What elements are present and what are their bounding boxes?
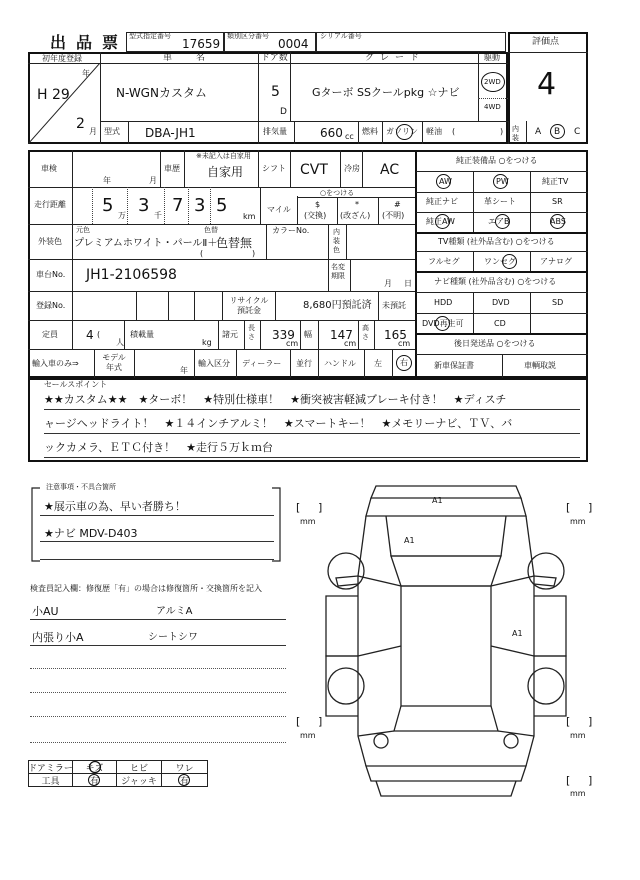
type-cert-label: 型式指定番号: [129, 32, 171, 40]
first-reg-label: 初年度登録: [42, 54, 82, 63]
drive-label: 駆動: [484, 53, 500, 62]
shift-value: CVT: [300, 162, 328, 178]
title-expiry-month: 月: [384, 279, 392, 288]
first-reg-year-unit: 年: [82, 69, 90, 78]
tire-bracket: ]: [588, 774, 593, 787]
aircon-label: 冷房: [344, 164, 360, 173]
model-year-unit: 年: [180, 366, 188, 375]
equip-aw-circle: [436, 174, 451, 189]
legend-table: [28, 760, 208, 788]
reg-label: 登録No.: [36, 301, 66, 310]
equip-genuine-aw: 純正AW: [426, 217, 455, 226]
height-value: 165: [384, 328, 407, 342]
tv-one: ワンセグ: [484, 257, 516, 266]
shaken-month-unit: 月: [149, 176, 157, 185]
color-no-label: カラーNo.: [272, 226, 310, 235]
displacement-label: 排気量: [263, 127, 287, 136]
repaint-paren-open: (: [200, 249, 204, 258]
mark-note: ○をつける: [320, 189, 355, 197]
navi-dvd-play-circle: [435, 316, 450, 331]
height-unit: cm: [398, 339, 411, 348]
equip-genuine-aw-circle: [435, 214, 450, 229]
fuel-value: ガソリン: [386, 127, 418, 136]
chassis-value: JH1-2106598: [86, 267, 177, 283]
equip-leather: 革シート: [484, 197, 516, 206]
later-warranty: 新車保証書: [434, 361, 474, 370]
sales-line: ★★カスタム★★ ★ターボ！ ★特別仕様車！ ★衝突被害軽減ブレーキ付き！ ★ディスチ: [44, 393, 507, 406]
import-label: 輸入車のみ⇒: [32, 359, 79, 368]
tire-bracket: [: [566, 501, 571, 514]
mileage-digit: 5: [216, 195, 228, 216]
exchange-symbol: $: [315, 200, 321, 209]
first-reg-month-unit: 月: [89, 127, 97, 136]
diesel-paren: (: [452, 127, 456, 136]
tire-bracket: [: [566, 715, 571, 728]
tire-unit: mm: [570, 517, 586, 526]
tire-bracket: [: [296, 715, 301, 728]
mileage-unit-man: 万: [118, 211, 126, 220]
repaint-value: 色替無: [216, 236, 253, 250]
aircon-value: AC: [380, 162, 400, 178]
mileage-digit: 3: [194, 195, 206, 216]
drive-2wd: 2WD: [484, 78, 501, 86]
tamper-label: (改ざん): [340, 211, 371, 220]
model-label: 型式: [104, 127, 120, 136]
tire-bracket: ]: [588, 715, 593, 728]
color-value: プレミアムホワイト・パールⅡ＋: [74, 238, 218, 249]
equip-tv: 純正TV: [542, 177, 569, 186]
later-title: 後日発送品 ○をつける: [454, 339, 536, 348]
capacity-unit: 人: [116, 338, 124, 347]
legend-jack-yes: 有: [161, 773, 208, 787]
equip-pw-circle: [493, 174, 508, 189]
car-diagram: [296, 476, 596, 816]
doors-label: ドア数: [261, 53, 288, 63]
car-name-label: 車名: [163, 53, 230, 63]
interior-a: A: [535, 127, 542, 137]
mileage-unit-km: km: [243, 212, 256, 221]
equip-abs: ABS: [550, 217, 566, 226]
title-expiry-label: 名変期限: [331, 263, 345, 280]
handle-label: ハンドル: [324, 359, 356, 368]
shaken-label: 車検: [41, 164, 57, 173]
legend-jack: ジャッキ: [116, 773, 162, 787]
repaint-label: 色替: [204, 226, 218, 234]
tire-unit: mm: [300, 517, 316, 526]
tv-analog: アナログ: [540, 257, 572, 266]
class-label: 類別区分番号: [227, 32, 269, 40]
legend-tool: 工具: [28, 773, 73, 787]
score-label: 評価点: [532, 37, 560, 47]
notes-label: 注意事項・不具合箇所: [46, 483, 116, 491]
left-label: 左: [374, 359, 382, 368]
unknown-label: (不明): [382, 211, 405, 220]
equipment-title: 純正装備品 ○をつける: [456, 156, 538, 165]
inspector-row-left: 小AU: [32, 605, 59, 618]
notes-frame: [28, 487, 284, 563]
mileage-digit: 7: [172, 195, 184, 216]
model-value: DBA-JH1: [145, 126, 196, 140]
damage-mark: A1: [512, 629, 523, 638]
interior-c: C: [574, 127, 581, 137]
score-value: 4: [537, 67, 557, 102]
type-cert-value: 17659: [182, 37, 221, 51]
notes-line: ★展示車の為、早い者勝ち！: [44, 500, 186, 513]
length-unit: cm: [286, 339, 299, 348]
car-name-value: N-WGNカスタム: [116, 86, 207, 100]
tire-bracket: ]: [318, 715, 323, 728]
repaint-paren-close: ): [252, 249, 256, 258]
legend-tool-yes: 有: [72, 773, 117, 787]
interior-b: B: [554, 127, 561, 137]
diesel-label: 軽油: [426, 127, 442, 136]
tamper-symbol: *: [355, 200, 359, 209]
equip-aw: AW: [439, 177, 452, 186]
exchange-label: (交換): [304, 211, 327, 220]
tire-unit: mm: [570, 731, 586, 740]
legend-break: ワレ: [161, 760, 208, 774]
history-value: 自家用: [207, 165, 244, 179]
mileage-digit: 5: [102, 195, 114, 216]
recycle-status: 未預託: [382, 301, 406, 310]
equip-abs-circle: [550, 214, 565, 229]
equip-pw: PW: [496, 177, 509, 186]
first-reg-month: 2: [76, 116, 85, 132]
parallel-label: 並行: [296, 359, 312, 368]
legend-tool-circle: [88, 774, 100, 786]
width-value: 147: [330, 328, 353, 342]
navi-dvd: DVD: [492, 298, 510, 307]
legend-crack: ヒビ: [116, 760, 162, 774]
shift-label: シフト: [262, 164, 286, 173]
tire-bracket: [: [566, 774, 571, 787]
tv-full: フルセグ: [428, 257, 460, 266]
tire-unit: mm: [570, 789, 586, 798]
model-year-label: モデル年式: [102, 353, 126, 372]
navi-cd: CD: [494, 319, 506, 328]
orig-color-label: 元色: [76, 226, 90, 234]
inspector-label: 検査員記入欄：修復歴「有」の場合は修復箇所・交換箇所を記入: [30, 584, 262, 593]
fuel-circle: [396, 124, 413, 140]
equipment-panel: [416, 150, 588, 378]
mileage-label: 走行距離: [34, 200, 66, 209]
class-value: 0004: [278, 37, 309, 51]
grade-label: グレード: [365, 53, 426, 63]
tire-unit: mm: [300, 731, 316, 740]
displacement-value: 660: [320, 126, 343, 140]
tv-title: TV種類 (社外品含む) ○をつける: [438, 237, 555, 246]
form-header: [28, 32, 588, 54]
chassis-label: 車台No.: [36, 270, 66, 279]
load-label: 積載量: [130, 330, 154, 339]
doors-suffix: D: [280, 107, 287, 117]
serial-label: シリアル番号: [320, 32, 362, 40]
body-label: 諸元: [222, 330, 238, 339]
inspector-row-right: アルミA: [156, 606, 193, 617]
doors-value: 5: [271, 84, 280, 100]
width-unit: cm: [344, 339, 357, 348]
mileage-digits: [72, 187, 260, 224]
drive-4wd: 4WD: [484, 103, 501, 111]
grade-value: Gターボ SSクールpkg ☆ナビ: [312, 86, 460, 99]
navi-hdd: HDD: [434, 298, 453, 307]
interior-label: 内装: [512, 125, 519, 142]
capacity-label: 定員: [42, 330, 58, 339]
capacity-value: 4: [86, 328, 94, 342]
legend-scratch: キズ: [72, 760, 117, 774]
tire-bracket: ]: [318, 501, 323, 514]
notes-line: ★ナビ MDV-D403: [44, 527, 138, 540]
tire-bracket: ]: [588, 501, 593, 514]
tire-bracket: [: [296, 501, 301, 514]
mile-label: マイル: [267, 205, 291, 214]
displacement-unit: cc: [345, 132, 354, 141]
recycle-value: 8,680円預託済: [303, 300, 372, 311]
unknown-symbol: #: [394, 200, 401, 209]
mileage-unit-sen: 千: [154, 211, 162, 220]
later-manual: 車輌取説: [524, 361, 556, 370]
dealer-label: ディーラー: [242, 359, 282, 368]
legend-jack-circle: [178, 774, 190, 786]
navi-dvd-play: DVD再生可: [422, 319, 464, 328]
mileage-digit: 3: [138, 195, 150, 216]
inspector-row-left: 内張り小A: [32, 631, 84, 644]
equip-airbag-circle: [495, 214, 510, 229]
width-label: 幅: [304, 330, 312, 339]
legend-scratch-mark: [86, 760, 104, 774]
color-label: 外装色: [38, 237, 62, 246]
equip-airbag: エアB: [488, 217, 510, 226]
sales-point-label: セールスポイント: [44, 380, 108, 389]
first-reg-era: H 29: [37, 87, 70, 103]
inspector-row-right: シートシワ: [148, 632, 198, 643]
sales-line: ックカメラ、ＥＴＣ付き！ ★走行５万ｋｍ台: [44, 441, 273, 454]
damage-mark: A1: [432, 496, 443, 505]
history-note: ※未記入は自家用: [196, 152, 251, 160]
form-title: 出品票: [50, 33, 129, 52]
length-label: 長さ: [248, 324, 255, 341]
height-label: 高さ: [362, 324, 369, 341]
equip-sr: SR: [552, 197, 563, 206]
interior-color-label: 内装色: [333, 228, 340, 254]
load-unit: kg: [202, 338, 212, 347]
shaken-year-unit: 年: [103, 176, 111, 185]
history-label: 車歴: [164, 164, 180, 173]
navi-sd: SD: [552, 298, 564, 307]
fuel-label: 燃料: [362, 127, 378, 136]
legend-mirror: ドアミラー: [28, 760, 73, 774]
import-class-label: 輸入区分: [198, 359, 230, 368]
damage-mark: A1: [404, 536, 415, 545]
title-expiry-day: 日: [404, 279, 412, 288]
diesel-paren-close: ): [500, 127, 504, 136]
right-label: 右: [400, 358, 408, 367]
recycle-label: リサイクル預託金: [229, 296, 269, 315]
tv-one-circle: [502, 254, 517, 269]
length-value: 339: [272, 328, 295, 342]
capacity-paren: (: [97, 330, 101, 339]
sales-line: ャージヘッドライト！ ★１４インチアルミ！ ★スマートキー！ ★メモリーナビ、ＴＶ、バ: [44, 417, 513, 430]
navi-title: ナビ種類 (社外品含む) ○をつける: [434, 277, 557, 286]
equip-navi: 純正ナビ: [426, 197, 458, 206]
